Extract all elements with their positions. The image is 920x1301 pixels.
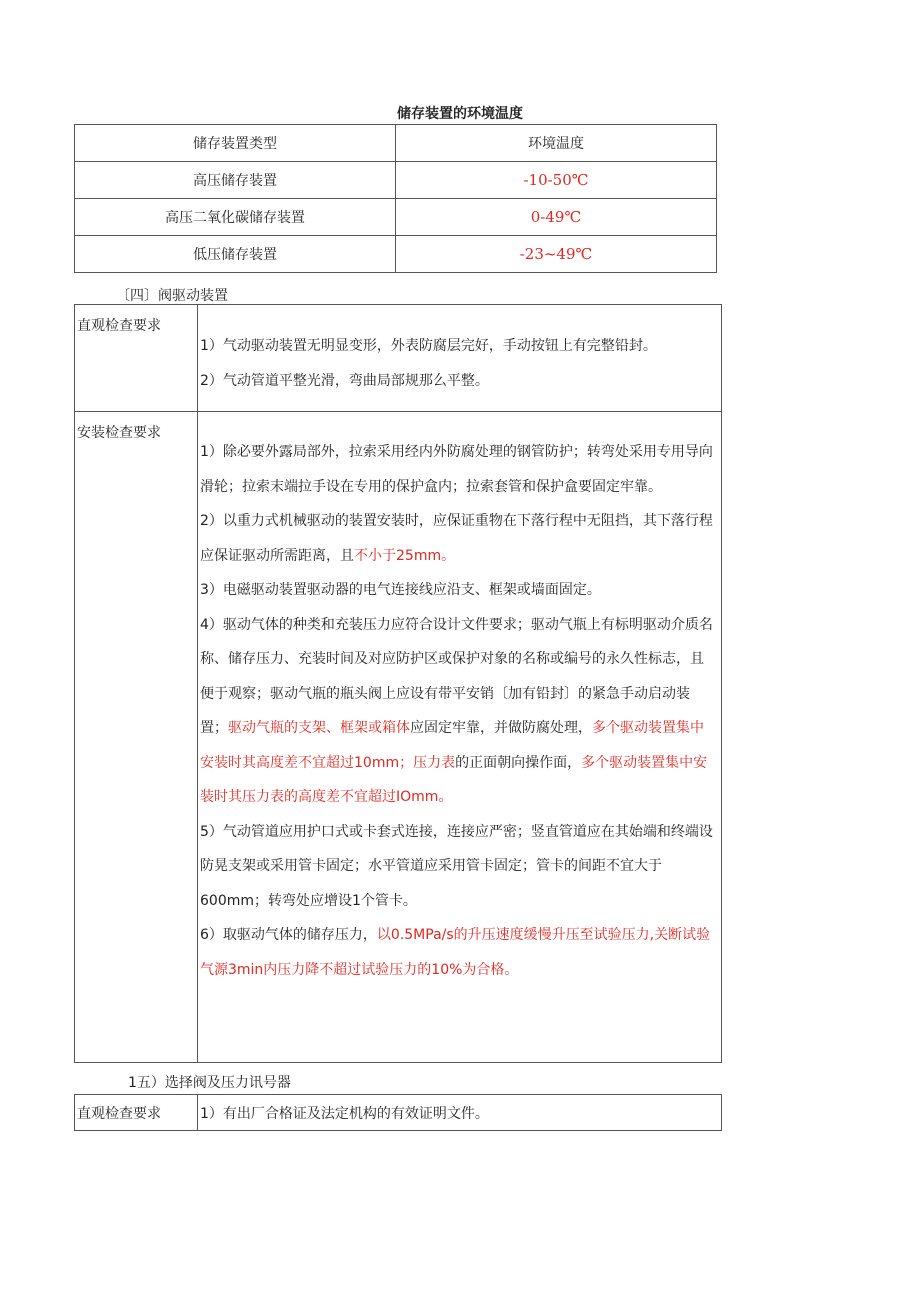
requirement-item: 5）气动管道应用护口式或卡套式连接，连接应严密；竖直管道应在其始端和终端设防晃支架或采用管卡固定；水平管道应采用管卡固定；管卡的间距不宜大于600mm；转弯处应增设1个管卡。 xyxy=(200,823,713,909)
requirement-item: 3）电磁驱动装置驱动器的电气连接线应沿支、框架或墙面固定。 xyxy=(200,582,601,598)
requirement-item xyxy=(200,608,715,815)
requirement-text: 4）驱动气体的种类和充装压力应符合设计文件要求；驱动气瓶上有标明驱动介质名称、储存压力、充装时间及对应防护区或保护对象的名称或编号的永久性标志，且便于观察；驱动气瓶的瓶头阀上应设有带平安销〔加有铅封〕的紧急手动启动装置； xyxy=(200,616,713,736)
table-row xyxy=(75,1095,722,1131)
section-heading: 〔四〕阀驱动装置 xyxy=(116,288,228,304)
table-row xyxy=(75,305,722,412)
header-cell: 环境温度 xyxy=(396,125,717,162)
requirement-item: 1）有出厂合格证及法定机构的有效证明文件。 xyxy=(198,1095,722,1131)
row-label: 安装检查要求 xyxy=(75,412,198,1063)
temperature-cell: -23~49℃ xyxy=(396,236,717,273)
table-row xyxy=(75,236,717,273)
requirement-highlight: 不小于25mm。 xyxy=(354,547,456,564)
section-heading: 1五）选择阀及压力讯号器 xyxy=(128,1075,291,1091)
table-row xyxy=(75,162,717,199)
requirement-item xyxy=(200,918,715,987)
table-row xyxy=(75,199,717,236)
device-type-cell: 高压二氧化碳储存装置 xyxy=(75,199,396,236)
requirement-text: 6）取驱动气体的储存压力， xyxy=(200,927,377,943)
table-title: 储存装置的环境温度 xyxy=(397,106,523,122)
requirement-item: 2）气动管道平整光滑，弯曲局部规那么平整。 xyxy=(200,372,489,389)
row-label: 直观检查要求 xyxy=(75,305,198,412)
valve-driver-table xyxy=(74,304,722,1063)
temperature-cell: -10-50℃ xyxy=(396,162,717,199)
device-type-cell: 低压储存装置 xyxy=(75,236,396,273)
requirement-text: 应固定牢靠，并做防腐处理， xyxy=(410,720,592,736)
requirement-highlight: 多个驱动装置集中安装时其高度差不宜超过10mm；压力表 xyxy=(200,720,704,771)
requirement-item xyxy=(200,504,715,573)
requirement-item: 1）除必要外露局部外，拉索采用经内外防腐处理的钢管防护；转弯处采用专用导向滑轮；拉索末端拉手设在专用的保护盒内；拉索套管和保护盒要固定牢靠。 xyxy=(200,444,713,495)
requirement-highlight: 以0.5MPa/s的升压速度缓慢升压至试验压力,关断试验气源3min内压力降不超过试验压力的10%为合格。 xyxy=(200,927,711,978)
requirements-cell xyxy=(198,412,722,1063)
requirement-item: 1）气动驱动装置无明显变形，外表防腐层完好，手动按钮上有完整铅封。 xyxy=(200,338,657,354)
table-row xyxy=(75,412,722,1063)
requirements-cell xyxy=(198,305,722,412)
requirement-highlight: 驱动气瓶的支架、框架或箱体 xyxy=(228,720,410,736)
requirement-highlight: 多个驱动装置集中安装时其压力表的高度差不宜超过IOmm。 xyxy=(200,754,708,805)
storage-temperature-table xyxy=(74,124,717,273)
row-label: 直观检查要求 xyxy=(75,1095,198,1131)
selector-valve-table xyxy=(74,1094,722,1131)
table-header-row xyxy=(75,125,717,162)
device-type-cell: 高压储存装置 xyxy=(75,162,396,199)
requirement-text: 的正面朝向操作面， xyxy=(455,754,582,771)
header-cell: 储存装置类型 xyxy=(75,125,396,162)
requirement-text: 2）以重力式机械驱动的装置安装时，应保证重物在下落行程中无阻挡，其下落行程应保证驱动所需距离，且 xyxy=(200,513,713,564)
temperature-cell: 0-49℃ xyxy=(396,199,717,236)
